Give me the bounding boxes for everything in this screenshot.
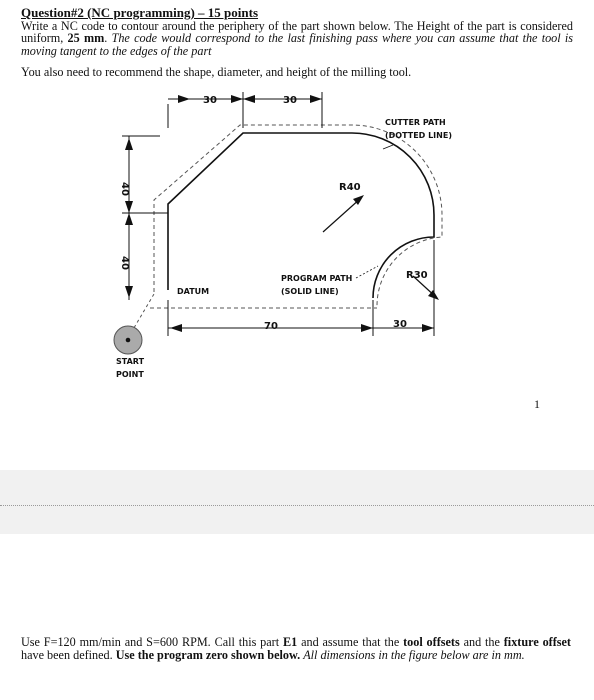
arrow-top-left: [178, 95, 190, 103]
question-text-part1: Write a NC code to contour around the periphery of the part shown below. The Height of the part is considered uniform,: [21, 19, 573, 46]
leader-r40: [323, 198, 361, 232]
dim-top-left-label: 30: [203, 95, 217, 106]
start-point-label: POINT: [116, 370, 144, 379]
dim-left-upper-label: 40: [119, 182, 130, 196]
dim-top-right-label: 30: [283, 95, 297, 106]
dim-left-lower-label: 40: [119, 256, 130, 270]
arrow-left-top: [125, 138, 133, 150]
leader-cutter-path: [383, 145, 393, 149]
page-separator-dotted-line: [0, 505, 594, 506]
dim-bottom-right-label: 30: [393, 319, 407, 330]
instructions-part7: have been defined.: [21, 648, 116, 662]
arrow-bottom-left: [170, 324, 182, 332]
instructions-text: [21, 636, 571, 662]
cutter-path-sub-label: (DOTTED LINE): [385, 131, 452, 140]
radius-small-label: R30: [406, 270, 428, 281]
page-number: 1: [534, 397, 540, 411]
arrow-bottom-right: [422, 324, 434, 332]
fixture-offset-term: fixture offset: [503, 635, 571, 649]
arrow-left-mid-up: [125, 201, 133, 213]
instructions-part5: and the: [459, 635, 504, 649]
question-title: Question#2 (NC programming) – 15 points: [21, 5, 259, 20]
arrow-top-mid-left: [231, 95, 243, 103]
question-text: [21, 20, 573, 57]
start-label: START: [116, 357, 145, 366]
program-zero-note: Use the program zero shown below.: [115, 648, 301, 662]
start-point-center: [126, 338, 131, 343]
datum-label: DATUM: [177, 287, 210, 296]
radius-large-label: R40: [339, 182, 361, 193]
instructions-part1: Use F=120 mm/min and S=600 RPM. Call this part: [21, 635, 283, 649]
instructions-part3: and assume that the: [297, 635, 404, 649]
part-name: E1: [282, 635, 298, 649]
program-path-sub-label: (SOLID LINE): [281, 287, 339, 296]
leader-program-path: [356, 266, 378, 278]
dim-bottom-middle-label: 70: [264, 321, 278, 332]
question-italic-note: The code would correspond to the last finishing pass where you can assume that the tool is moving tangent to the edges of the part: [21, 31, 574, 58]
arrow-top-right: [310, 95, 322, 103]
arrow-bottom-mid-left: [361, 324, 373, 332]
cutter-path-label: CUTTER PATH: [385, 118, 446, 127]
program-path-label: PROGRAM PATH: [281, 274, 353, 283]
arrow-left-mid-down: [125, 213, 133, 225]
page-separator: [0, 470, 594, 534]
part-drawing: [0, 80, 594, 400]
recommend-text: You also need to recommend the shape, diameter, and height of the milling tool.: [21, 65, 412, 79]
arrow-top-mid-right: [243, 95, 255, 103]
arrow-left-bottom: [125, 286, 133, 298]
tool-offsets-term: tool offsets: [403, 635, 460, 649]
question-text-part2: .: [104, 31, 112, 46]
part-height-value: 25 mm: [67, 31, 105, 46]
units-note: All dimensions in the figure below are in mm.: [303, 648, 525, 662]
